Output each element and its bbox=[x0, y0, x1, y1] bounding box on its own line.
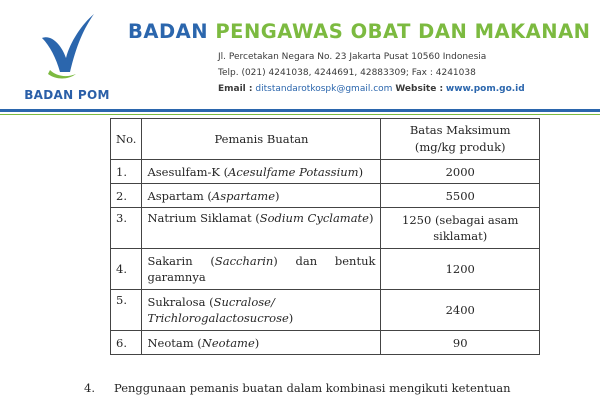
row-max-limit: 1250 (sebagai asam siklamat) bbox=[381, 208, 540, 249]
website-address: www.pom.go.id bbox=[445, 84, 525, 94]
sweetener-name: Asesulfam-K ( bbox=[147, 164, 229, 179]
body-paragraph bbox=[84, 381, 511, 395]
table-row bbox=[111, 331, 540, 355]
address-line: Jl. Percetakan Negara No. 23 Jakarta Pusat 10560 Indonesia bbox=[218, 52, 487, 62]
sweetener-english-name: Trichlorogalactosucrose bbox=[147, 311, 289, 325]
sweetener-name: Sakarin ( bbox=[147, 254, 215, 268]
row-sweetener bbox=[142, 331, 381, 355]
sweetener-name-end: ) bbox=[358, 164, 364, 179]
sweetener-english-name: Acesulfame Potassium bbox=[228, 164, 359, 179]
logo-emblem-icon bbox=[36, 12, 100, 82]
sweetener-limits-table bbox=[110, 118, 540, 355]
row-sweetener bbox=[142, 160, 381, 184]
sweetener-english-name: Saccharin bbox=[214, 254, 274, 268]
sweetener-name: Aspartam ( bbox=[147, 188, 212, 203]
sweetener-name: Natrium Siklamat ( bbox=[147, 211, 260, 225]
table-header-row bbox=[111, 119, 540, 160]
sweetener-name: Neotam ( bbox=[147, 335, 202, 350]
row-number: 4. bbox=[111, 249, 142, 290]
org-name-part1: BADAN bbox=[128, 20, 209, 43]
row-number: 5. bbox=[111, 290, 142, 331]
sweetener-name-end: ) bbox=[254, 335, 260, 350]
row-number: 6. bbox=[111, 331, 142, 355]
table-row bbox=[111, 208, 540, 249]
sweetener-line1 bbox=[147, 253, 375, 269]
sweetener-english-name: Neotame bbox=[201, 335, 255, 350]
row-number: 2. bbox=[111, 184, 142, 208]
row-max-limit: 2000 bbox=[381, 160, 540, 184]
org-name-part2: PENGAWAS OBAT DAN MAKANAN bbox=[215, 20, 591, 43]
table-row bbox=[111, 184, 540, 208]
header-rule-thin bbox=[0, 114, 600, 115]
table-row bbox=[111, 160, 540, 184]
table-row bbox=[111, 290, 540, 331]
website-label: Website : bbox=[395, 84, 444, 94]
logo-text: BADAN POM bbox=[24, 88, 110, 102]
sweetener-name: Sukralosa ( bbox=[147, 295, 214, 309]
sweetener-name-end: ) bbox=[288, 311, 294, 325]
header-sweetener: Pemanis Buatan bbox=[142, 119, 381, 160]
sweetener-name-end: ) dan bentuk bbox=[273, 254, 376, 268]
sweetener-line1 bbox=[147, 294, 375, 310]
email-address: ditstandarotkospk@gmail.com bbox=[255, 84, 393, 94]
row-sweetener bbox=[142, 290, 381, 331]
sweetener-line2: garamnya bbox=[147, 270, 206, 284]
row-max-limit: 5500 bbox=[381, 184, 540, 208]
row-sweetener bbox=[142, 208, 381, 249]
header-max-line2: (mg/kg produk) bbox=[414, 140, 506, 154]
table-row bbox=[111, 249, 540, 290]
sweetener-english-name: Sodium Cyclamate bbox=[259, 211, 369, 225]
badan-pom-logo bbox=[14, 12, 120, 104]
row-number: 3. bbox=[111, 208, 142, 249]
row-max-limit: 2400 bbox=[381, 290, 540, 331]
sweetener-name-end: ) bbox=[275, 188, 280, 203]
sweetener-english-name: Sucralose/ bbox=[213, 295, 275, 309]
header-rule-thick bbox=[0, 109, 600, 112]
contact-line bbox=[218, 84, 525, 94]
sweetener-english-name: Aspartame bbox=[211, 188, 276, 203]
telephone-line: Telp. (021) 4241038, 4244691, 42883309; Fax : 4241038 bbox=[218, 68, 476, 78]
sweetener-name-end: ) bbox=[369, 211, 374, 225]
paragraph-text: Penggunaan pemanis buatan dalam kombinasi mengikuti ketentuan bbox=[114, 381, 511, 395]
header-no: No. bbox=[111, 119, 142, 160]
organization-name bbox=[128, 20, 591, 43]
sweetener-line2 bbox=[147, 310, 375, 326]
row-max-limit: 1200 bbox=[381, 249, 540, 290]
header-max-limit bbox=[381, 119, 540, 160]
row-max-limit: 90 bbox=[381, 331, 540, 355]
email-label: Email : bbox=[218, 84, 253, 94]
row-sweetener bbox=[142, 249, 381, 290]
row-sweetener bbox=[142, 184, 381, 208]
row-number: 1. bbox=[111, 160, 142, 184]
paragraph-number: 4. bbox=[84, 381, 95, 395]
header-max-line1: Batas Maksimum bbox=[409, 123, 511, 137]
